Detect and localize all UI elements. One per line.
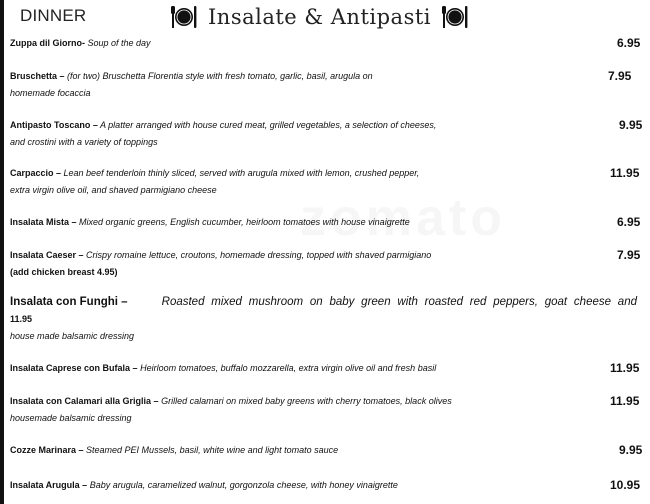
item-price: 9.95 (619, 443, 643, 457)
item-name: Insalata con Calamari alla Griglia – (10, 396, 159, 406)
item-price: 11.95 (610, 166, 640, 180)
menu-item (10, 247, 650, 281)
item-name: Antipasto Toscano – (10, 120, 98, 130)
item-price: 10.95 (610, 478, 641, 492)
item-description-cont: and crostini with a variety of toppings (10, 137, 158, 147)
item-price: 11.95 (610, 394, 640, 408)
item-price: 11.95 (610, 361, 640, 375)
item-name: Insalata Caprese con Bufala – (10, 363, 138, 373)
item-price: 7.95 (608, 69, 632, 83)
item-description: Mixed organic greens, English cucumber, heirloom tomatoes with house vinaigrette (76, 217, 410, 227)
item-name: Insalata Mista – (10, 217, 77, 227)
menu-header (0, 0, 650, 34)
item-description-cont: extra virgin olive oil, and shaved parmigiano cheese (10, 185, 217, 195)
item-description: Crispy romaine lettuce, croutons, homemade dressing, topped with shaved parmigiano (83, 250, 432, 260)
item-description: A platter arranged with house cured meat, grilled vegetables, a selection of cheeses, (97, 120, 437, 130)
item-description: Roasted mixed mushroom on baby green with roasted red peppers, goat cheese and (161, 296, 637, 308)
plate-fork-knife-icon (441, 3, 469, 31)
plate-fork-knife-icon (170, 3, 198, 31)
menu-item (10, 393, 650, 427)
menu-item (10, 360, 650, 377)
menu-item (10, 68, 650, 102)
section-label: DINNER (20, 6, 87, 25)
item-description: (for two) Bruschetta Florentia style with fresh tomato, garlic, basil, arugula on (64, 71, 373, 81)
item-name: Bruschetta – (10, 71, 65, 81)
item-price: 6.95 (617, 215, 641, 229)
title-group (170, 0, 469, 34)
item-addon: (add chicken breast 4.95) (10, 267, 118, 277)
item-description-cont: homemade focaccia (10, 88, 91, 98)
item-price: 6.95 (617, 36, 641, 50)
menu-item (10, 294, 650, 345)
left-edge-bar (0, 0, 4, 504)
item-description: Soup of the day (85, 38, 151, 48)
item-description: Lean beef tenderloin thinly sliced, served with arugula mixed with lemon, crushed pepper, (61, 168, 420, 178)
menu-item (10, 442, 650, 459)
item-name: Cozze Marinara – (10, 445, 84, 455)
item-description: Steamed PEI Mussels, basil, white wine and light tomato sauce (83, 445, 339, 455)
item-description-cont: house made balsamic dressing (10, 331, 135, 341)
item-price: 7.95 (617, 248, 641, 262)
menu-item (10, 35, 650, 52)
item-name: Zuppa dil Giorno- (10, 38, 85, 48)
item-description: Grilled calamari on mixed baby greens with cherry tomatoes, black olives (158, 396, 452, 406)
item-description: Baby arugula, caramelized walnut, gorgonzola cheese, with honey vinaigrette (87, 480, 398, 490)
item-name: Insalata Arugula – (10, 480, 88, 490)
item-name: Carpaccio – (10, 168, 62, 178)
item-description-cont: housemade balsamic dressing (10, 413, 132, 423)
page-title: Insalate & Antipasti (208, 5, 432, 29)
menu-item (10, 214, 650, 231)
item-description: Heirloom tomatoes, buffalo mozzarella, extra virgin olive oil and fresh basil (137, 363, 437, 373)
item-price: 11.95 (10, 314, 33, 324)
menu-item (10, 165, 650, 199)
item-price: 9.95 (619, 118, 643, 132)
menu-item (10, 117, 650, 151)
item-name: Insalata con Funghi – (10, 296, 128, 308)
item-name: Insalata Caeser – (10, 250, 84, 260)
menu-item (10, 477, 650, 494)
